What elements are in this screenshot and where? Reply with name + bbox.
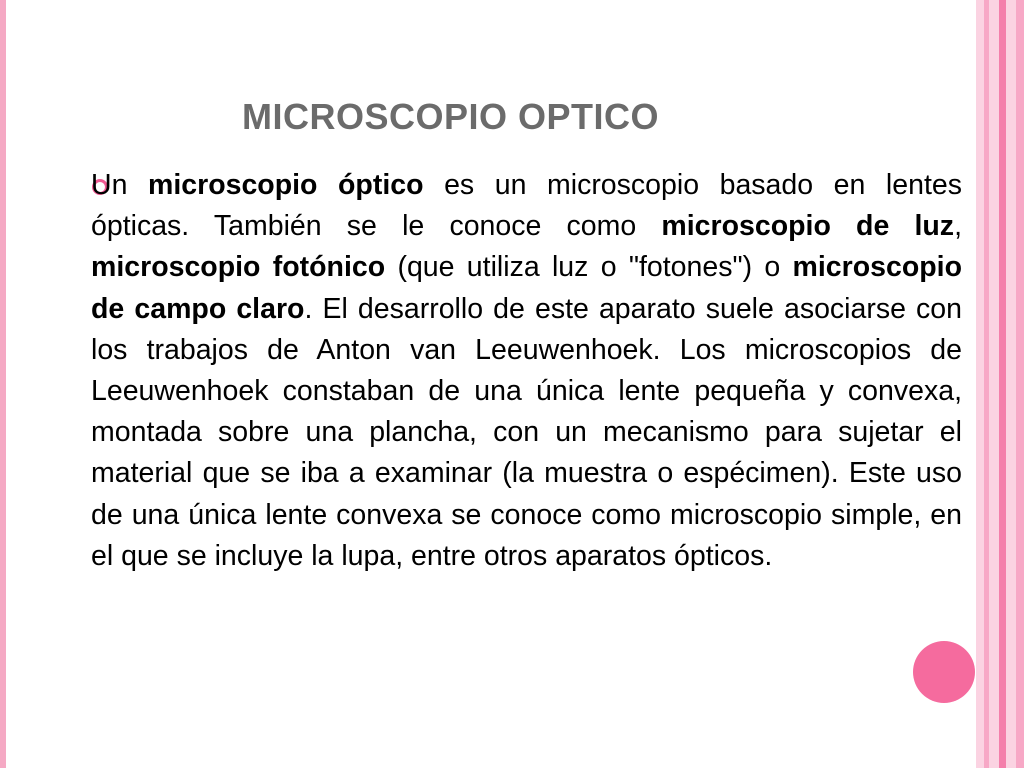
stripe — [1016, 0, 1024, 768]
stripe — [976, 0, 984, 768]
bold-term: microscopio de luz — [661, 210, 955, 243]
right-stripes-decoration — [976, 0, 1024, 768]
text-run: (que utiliza luz o "fotones") o — [385, 251, 793, 284]
text-run: es un microscopio basado en lentes ópticas. También se le conoce como — [91, 169, 962, 243]
slide-body-paragraph — [91, 165, 962, 577]
bold-term: microscopio óptico — [148, 169, 424, 201]
stripe — [1006, 0, 1016, 768]
bold-term: microscopio de campo claro — [91, 251, 962, 325]
text-run: , — [954, 210, 962, 243]
stripe — [989, 0, 999, 768]
text-run: . El desarrollo de este aparato suele asociarse con los trabajos de Anton van Leeuwenhoek. Los microscopios de Leeuwenhoek constaban de una única lente pequeña y convexa, montada sobre una plancha, con un mecanismo para sujetar el material que se iba a examinar (la muestra o espécimen). Este uso de una única lente convexa se conoce como microscopio simple, en el que se incluye la lupa, entre otros aparatos ópticos. — [91, 292, 962, 572]
bold-term: microscopio fotónico — [91, 251, 386, 284]
stripe — [999, 0, 1006, 768]
accent-circle-decoration — [913, 641, 975, 703]
left-border-decoration — [0, 0, 6, 768]
slide-title: MICROSCOPIO OPTICO — [242, 96, 660, 137]
text-run: Un — [91, 169, 148, 201]
